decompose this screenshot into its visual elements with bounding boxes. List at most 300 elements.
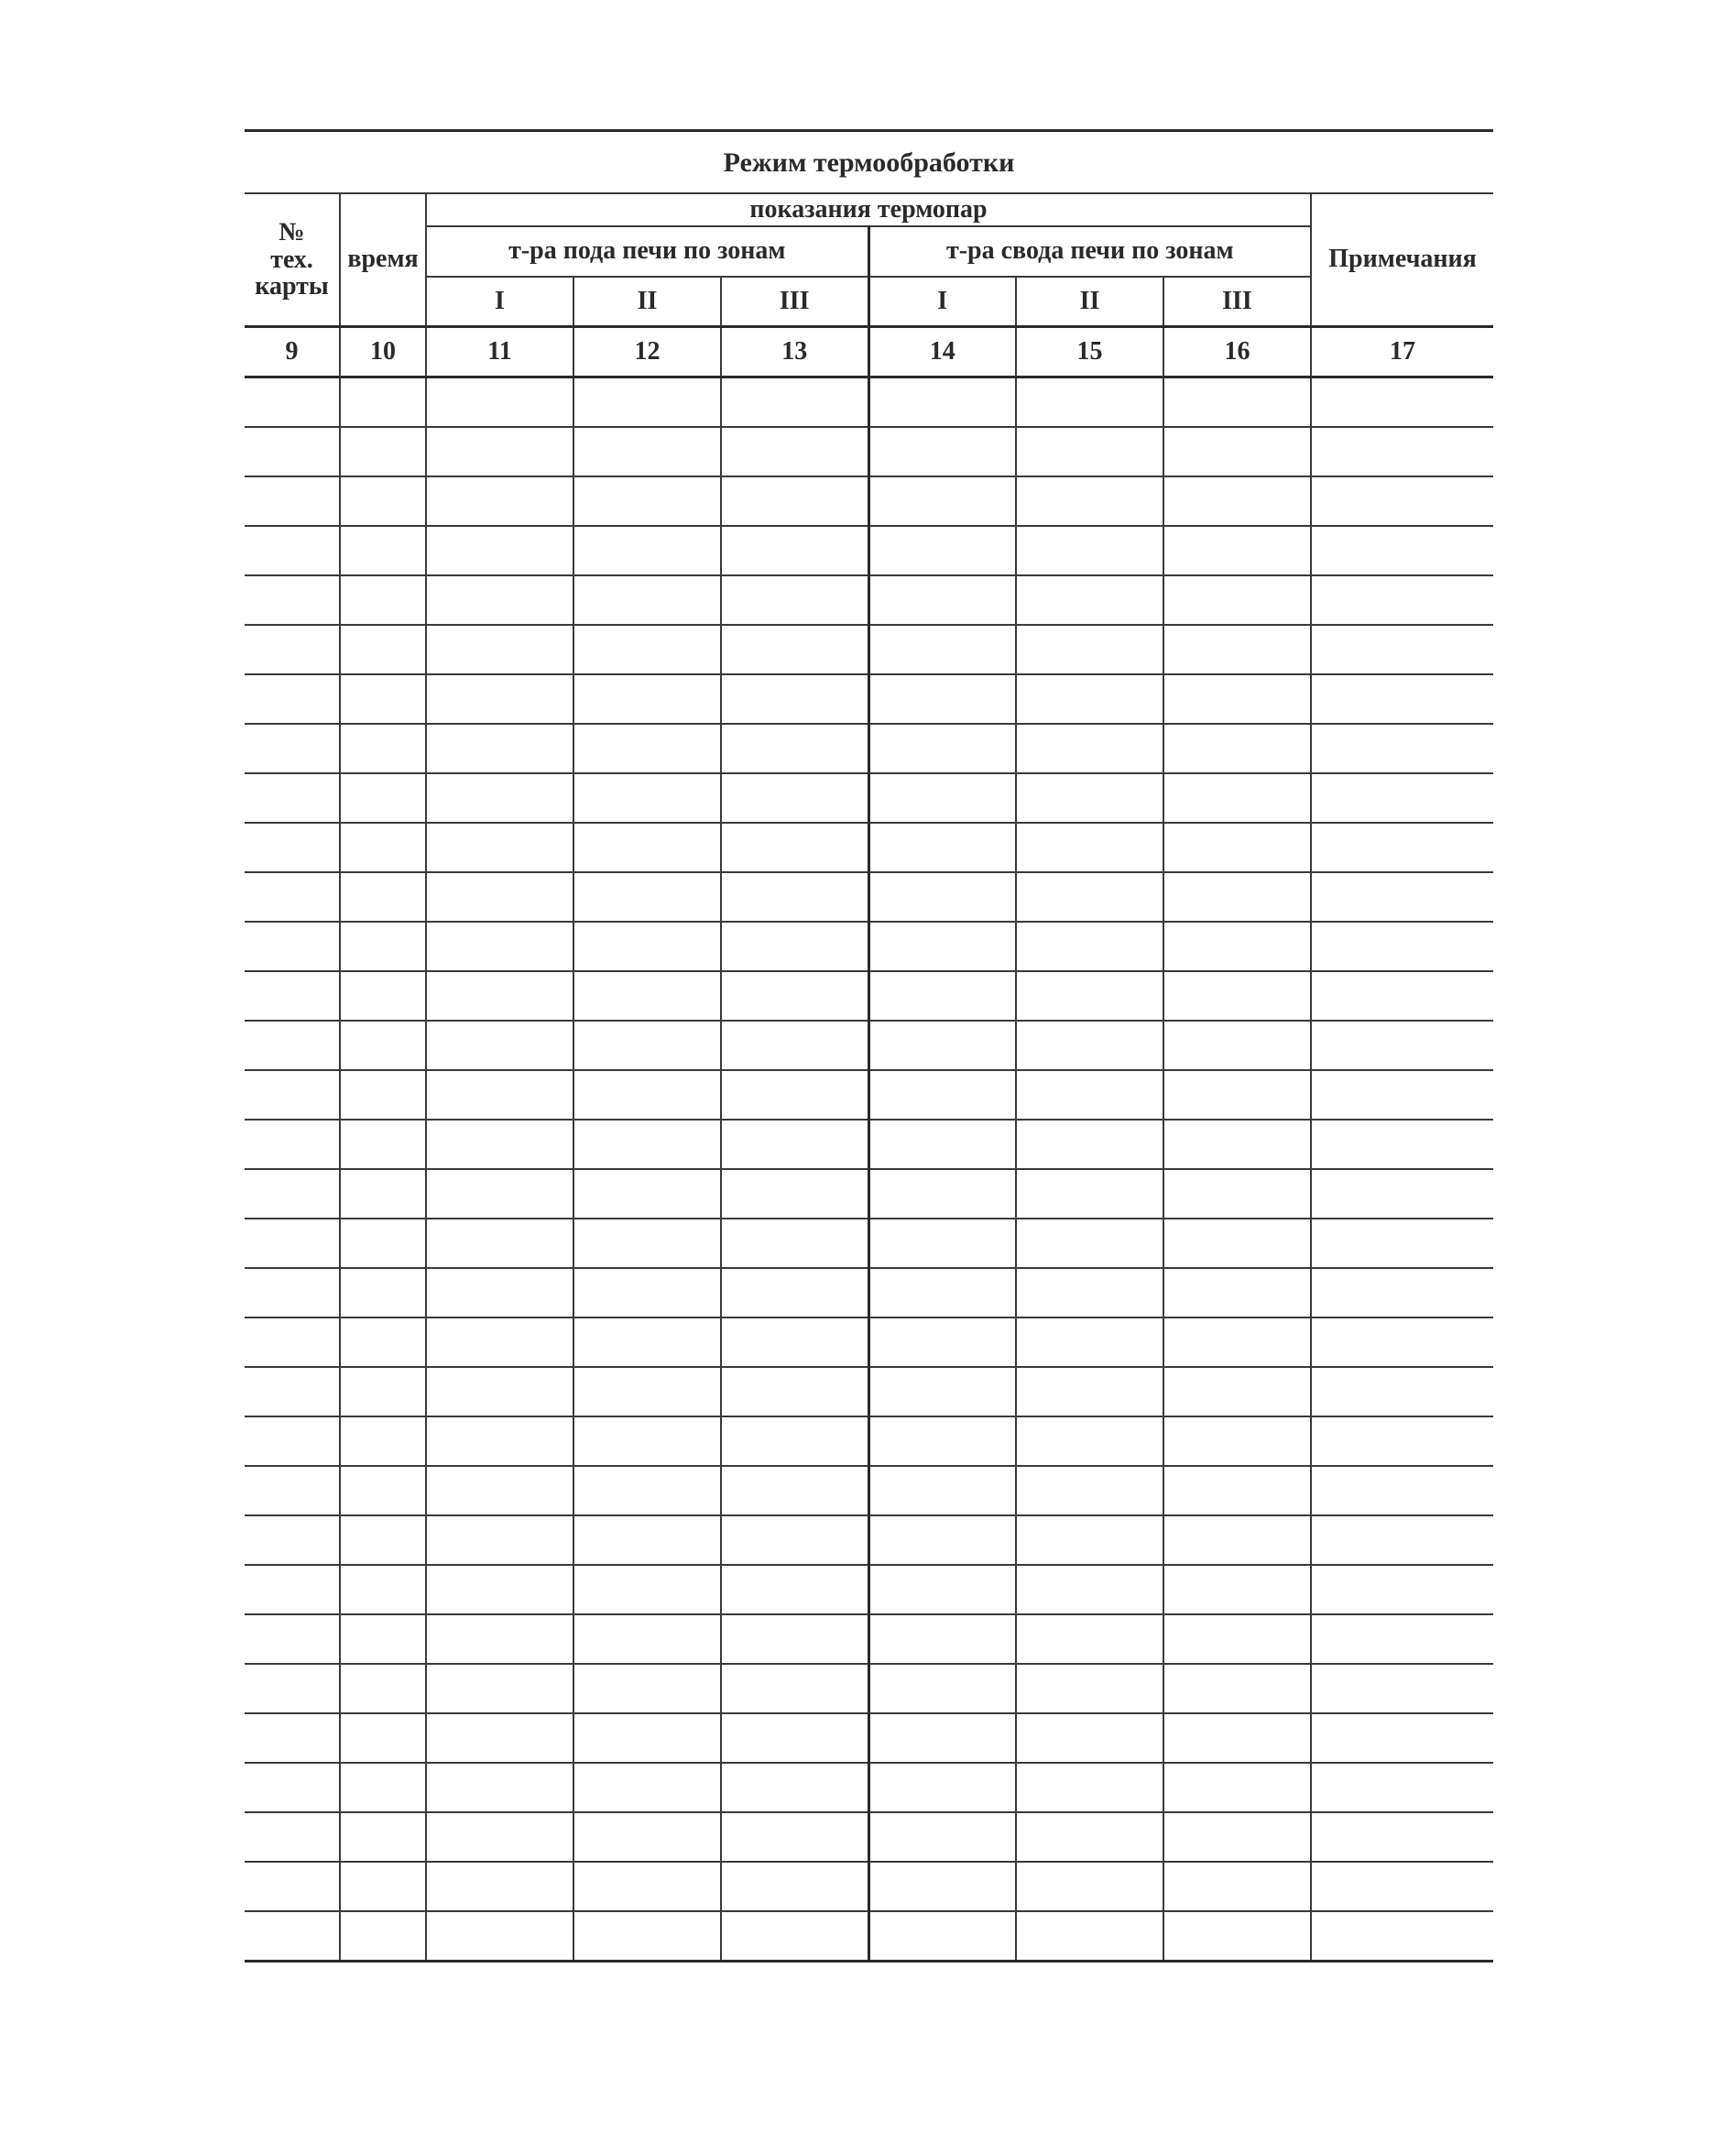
table-cell[interactable]: [721, 773, 868, 823]
table-cell[interactable]: [868, 1367, 1016, 1416]
table-cell[interactable]: [721, 526, 868, 575]
table-cell[interactable]: [868, 1614, 1016, 1664]
table-cell[interactable]: [426, 1416, 573, 1466]
table-cell[interactable]: [245, 1763, 340, 1812]
table-cell[interactable]: [868, 575, 1016, 625]
table-cell[interactable]: [721, 476, 868, 526]
table-row: [245, 1763, 1493, 1812]
table-cell[interactable]: [721, 1318, 868, 1367]
table-cell[interactable]: [1163, 1021, 1311, 1070]
table-cell[interactable]: [868, 377, 1016, 428]
table-cell[interactable]: [868, 1812, 1016, 1862]
table-cell[interactable]: [1016, 1812, 1163, 1862]
table-cell[interactable]: [573, 526, 721, 575]
table-cell[interactable]: [573, 1120, 721, 1169]
table-cell[interactable]: [340, 1318, 426, 1367]
table-cell[interactable]: [721, 1812, 868, 1862]
table-cell[interactable]: [1016, 1466, 1163, 1515]
table-cell[interactable]: [340, 625, 426, 674]
table-cell[interactable]: [573, 1515, 721, 1565]
table-cell[interactable]: [868, 1763, 1016, 1812]
table-cell[interactable]: [426, 674, 573, 724]
table-cell[interactable]: [245, 773, 340, 823]
table-cell[interactable]: [868, 922, 1016, 971]
table-cell[interactable]: [245, 724, 340, 773]
table-cell[interactable]: [245, 1416, 340, 1466]
table-cell[interactable]: [340, 427, 426, 476]
table-cell[interactable]: [245, 922, 340, 971]
table-cell[interactable]: [573, 476, 721, 526]
table-cell[interactable]: [426, 971, 573, 1021]
table-cell[interactable]: [573, 575, 721, 625]
table-cell[interactable]: [573, 1318, 721, 1367]
table-cell[interactable]: [1163, 1219, 1311, 1268]
table-cell[interactable]: [1311, 1268, 1493, 1318]
table-cell[interactable]: [868, 1862, 1016, 1911]
table-cell[interactable]: [1016, 1219, 1163, 1268]
table-cell[interactable]: [340, 1268, 426, 1318]
table-cell[interactable]: [1016, 1763, 1163, 1812]
table-cell[interactable]: [573, 1812, 721, 1862]
table-cell[interactable]: [1163, 773, 1311, 823]
table-row: [245, 872, 1493, 922]
table-cell[interactable]: [1311, 1614, 1493, 1664]
table-cell[interactable]: [340, 1466, 426, 1515]
table-cell[interactable]: [1311, 476, 1493, 526]
table-cell[interactable]: [868, 872, 1016, 922]
table-cell[interactable]: [868, 427, 1016, 476]
table-cell[interactable]: [868, 1021, 1016, 1070]
table-cell[interactable]: [573, 1466, 721, 1515]
table-cell[interactable]: [340, 872, 426, 922]
table-cell[interactable]: [245, 575, 340, 625]
table-cell[interactable]: [721, 1169, 868, 1219]
table-cell[interactable]: [1163, 1466, 1311, 1515]
table-cell[interactable]: [426, 773, 573, 823]
table-cell[interactable]: [245, 476, 340, 526]
table-cell[interactable]: [721, 1367, 868, 1416]
table-cell[interactable]: [868, 1466, 1016, 1515]
table-cell[interactable]: [573, 1565, 721, 1614]
table-cell[interactable]: [573, 1664, 721, 1713]
table-cell[interactable]: [1016, 674, 1163, 724]
table-cell[interactable]: [1016, 625, 1163, 674]
table-cell[interactable]: [1311, 1664, 1493, 1713]
table-cell[interactable]: [573, 1021, 721, 1070]
table-cell[interactable]: [721, 1515, 868, 1565]
table-cell[interactable]: [868, 1219, 1016, 1268]
table-cell[interactable]: [721, 1565, 868, 1614]
table-cell[interactable]: [340, 1911, 426, 1962]
table-cell[interactable]: [1163, 476, 1311, 526]
table-cell[interactable]: [1311, 1911, 1493, 1962]
table-cell[interactable]: [1163, 1416, 1311, 1466]
table-cell[interactable]: [1311, 427, 1493, 476]
table-cell[interactable]: [245, 823, 340, 872]
table-cell[interactable]: [245, 1812, 340, 1862]
table-cell[interactable]: [1016, 1070, 1163, 1120]
table-cell[interactable]: [1016, 724, 1163, 773]
table-cell[interactable]: [1016, 1664, 1163, 1713]
table-row: [245, 1466, 1493, 1515]
table-cell[interactable]: [868, 1911, 1016, 1962]
table-cell[interactable]: [1163, 674, 1311, 724]
table-cell[interactable]: [1311, 575, 1493, 625]
table-cell[interactable]: [245, 1713, 340, 1763]
table-cell[interactable]: [1311, 377, 1493, 428]
table-row: [245, 1812, 1493, 1862]
table-cell[interactable]: [340, 823, 426, 872]
table-cell[interactable]: [426, 724, 573, 773]
table-row: [245, 674, 1493, 724]
table-cell[interactable]: [1016, 377, 1163, 428]
table-cell[interactable]: [721, 1862, 868, 1911]
table-cell[interactable]: [245, 1614, 340, 1664]
table-cell[interactable]: [573, 427, 721, 476]
table-cell[interactable]: [1016, 1268, 1163, 1318]
table-cell[interactable]: [1311, 625, 1493, 674]
table-cell[interactable]: [868, 1416, 1016, 1466]
table-cell[interactable]: [1163, 724, 1311, 773]
table-cell[interactable]: [245, 1120, 340, 1169]
table-cell[interactable]: [573, 1268, 721, 1318]
table-cell[interactable]: [1311, 1169, 1493, 1219]
table-cell[interactable]: [1016, 1120, 1163, 1169]
table-cell[interactable]: [721, 575, 868, 625]
table-cell[interactable]: [340, 971, 426, 1021]
table-cell[interactable]: [426, 1367, 573, 1416]
table-row: [245, 823, 1493, 872]
table-cell[interactable]: [868, 1120, 1016, 1169]
table-cell[interactable]: [245, 1862, 340, 1911]
table-cell[interactable]: [573, 1911, 721, 1962]
table-cell[interactable]: [573, 1219, 721, 1268]
table-cell[interactable]: [1311, 674, 1493, 724]
table-cell[interactable]: [1163, 1565, 1311, 1614]
table-cell[interactable]: [1016, 1318, 1163, 1367]
table-cell[interactable]: [1311, 1812, 1493, 1862]
table-cell[interactable]: [340, 1713, 426, 1763]
table-cell[interactable]: [573, 922, 721, 971]
table-cell[interactable]: [1016, 1713, 1163, 1763]
table-cell[interactable]: [1311, 1120, 1493, 1169]
table-cell[interactable]: [245, 1565, 340, 1614]
table-cell[interactable]: [426, 1318, 573, 1367]
table-cell[interactable]: [1163, 1713, 1311, 1763]
table-cell[interactable]: [573, 377, 721, 428]
table-cell[interactable]: [573, 1367, 721, 1416]
table-cell[interactable]: [1163, 1169, 1311, 1219]
table-cell[interactable]: [245, 1515, 340, 1565]
table-cell[interactable]: [426, 476, 573, 526]
table-cell[interactable]: [1163, 625, 1311, 674]
table-cell[interactable]: [1311, 1070, 1493, 1120]
table-cell[interactable]: [1163, 1614, 1311, 1664]
table-cell[interactable]: [426, 575, 573, 625]
table-cell[interactable]: [1311, 1515, 1493, 1565]
table-cell[interactable]: [1311, 1466, 1493, 1515]
table-cell[interactable]: [1163, 1268, 1311, 1318]
table-cell[interactable]: [573, 724, 721, 773]
table-cell[interactable]: [1016, 1862, 1163, 1911]
table-cell[interactable]: [245, 1021, 340, 1070]
table-cell[interactable]: [1016, 823, 1163, 872]
table-cell[interactable]: [573, 971, 721, 1021]
table-cell[interactable]: [340, 526, 426, 575]
table-cell[interactable]: [340, 724, 426, 773]
table-row: [245, 1614, 1493, 1664]
table-cell[interactable]: [573, 1614, 721, 1664]
table-cell[interactable]: [426, 1466, 573, 1515]
table-cell[interactable]: [340, 1367, 426, 1416]
table-cell[interactable]: [1311, 1416, 1493, 1466]
table-cell[interactable]: [245, 625, 340, 674]
table-cell[interactable]: [868, 526, 1016, 575]
table-cell[interactable]: [573, 1862, 721, 1911]
table-cell[interactable]: [868, 971, 1016, 1021]
table-cell[interactable]: [340, 1416, 426, 1466]
table-cell[interactable]: [1163, 1763, 1311, 1812]
table-cell[interactable]: [245, 1664, 340, 1713]
table-cell[interactable]: [868, 1169, 1016, 1219]
table-cell[interactable]: [1311, 1219, 1493, 1268]
table-cell[interactable]: [1016, 1367, 1163, 1416]
table-cell[interactable]: [1016, 1416, 1163, 1466]
table-cell[interactable]: [340, 1169, 426, 1219]
table-cell[interactable]: [245, 674, 340, 724]
table-cell[interactable]: [340, 1021, 426, 1070]
table-cell[interactable]: [573, 1070, 721, 1120]
table-cell[interactable]: [426, 1812, 573, 1862]
table-cell[interactable]: [1311, 526, 1493, 575]
table-cell[interactable]: [426, 1862, 573, 1911]
table-cell[interactable]: [721, 1021, 868, 1070]
table-cell[interactable]: [1016, 773, 1163, 823]
table-cell[interactable]: [721, 1268, 868, 1318]
table-cell[interactable]: [1163, 922, 1311, 971]
table-cell[interactable]: [573, 872, 721, 922]
table-cell[interactable]: [245, 526, 340, 575]
table-cell[interactable]: [573, 625, 721, 674]
table-cell[interactable]: [1016, 971, 1163, 1021]
table-cell[interactable]: [1016, 1515, 1163, 1565]
table-cell[interactable]: [245, 377, 340, 428]
table-cell[interactable]: [426, 1565, 573, 1614]
table-cell[interactable]: [721, 1911, 868, 1962]
table-cell[interactable]: [245, 427, 340, 476]
table-cell[interactable]: [868, 674, 1016, 724]
table-cell[interactable]: [721, 922, 868, 971]
table-cell[interactable]: [1163, 377, 1311, 428]
table-cell[interactable]: [426, 377, 573, 428]
table-cell[interactable]: [245, 971, 340, 1021]
table-cell[interactable]: [426, 872, 573, 922]
table-cell[interactable]: [1016, 1565, 1163, 1614]
table-cell[interactable]: [1311, 922, 1493, 971]
table-cell[interactable]: [868, 1070, 1016, 1120]
table-cell[interactable]: [245, 1070, 340, 1120]
table-cell[interactable]: [340, 476, 426, 526]
table-cell[interactable]: [426, 1664, 573, 1713]
table-cell[interactable]: [426, 1713, 573, 1763]
table-cell[interactable]: [426, 1763, 573, 1812]
table-cell[interactable]: [573, 823, 721, 872]
table-cell[interactable]: [721, 1219, 868, 1268]
table-cell[interactable]: [1163, 872, 1311, 922]
table-cell[interactable]: [426, 625, 573, 674]
table-cell[interactable]: [1163, 1664, 1311, 1713]
table-cell[interactable]: [1016, 476, 1163, 526]
table-cell[interactable]: [426, 922, 573, 971]
table-cell[interactable]: [868, 1268, 1016, 1318]
table-cell[interactable]: [340, 1565, 426, 1614]
table-cell[interactable]: [721, 1120, 868, 1169]
table-cell[interactable]: [245, 1318, 340, 1367]
table-cell[interactable]: [245, 1911, 340, 1962]
column-number: 14: [868, 327, 1016, 377]
table-cell[interactable]: [340, 1812, 426, 1862]
table-cell[interactable]: [1163, 575, 1311, 625]
table-cell[interactable]: [721, 1416, 868, 1466]
table-cell[interactable]: [1311, 872, 1493, 922]
table-cell[interactable]: [1311, 1021, 1493, 1070]
table-cell[interactable]: [1311, 823, 1493, 872]
table-cell[interactable]: [721, 872, 868, 922]
table-cell[interactable]: [1163, 971, 1311, 1021]
table-cell[interactable]: [340, 1664, 426, 1713]
table-cell[interactable]: [721, 724, 868, 773]
table-cell[interactable]: [573, 674, 721, 724]
header-floor-zone-2: II: [573, 277, 721, 327]
table-cell[interactable]: [573, 773, 721, 823]
table-cell[interactable]: [426, 1070, 573, 1120]
table-cell[interactable]: [245, 872, 340, 922]
table-cell[interactable]: [426, 1021, 573, 1070]
table-cell[interactable]: [573, 1416, 721, 1466]
table-cell[interactable]: [1311, 1713, 1493, 1763]
table-cell[interactable]: [340, 377, 426, 428]
table-cell[interactable]: [1163, 1070, 1311, 1120]
table-cell[interactable]: [340, 1763, 426, 1812]
table-cell[interactable]: [340, 1862, 426, 1911]
table-cell[interactable]: [245, 1268, 340, 1318]
table-cell[interactable]: [868, 1565, 1016, 1614]
table-cell[interactable]: [573, 1763, 721, 1812]
table-cell[interactable]: [1163, 1318, 1311, 1367]
table-cell[interactable]: [1016, 1614, 1163, 1664]
table-cell[interactable]: [868, 823, 1016, 872]
table-cell[interactable]: [573, 1713, 721, 1763]
table-cell[interactable]: [340, 773, 426, 823]
table-cell[interactable]: [1016, 1169, 1163, 1219]
table-cell[interactable]: [1163, 427, 1311, 476]
table-cell[interactable]: [1163, 1515, 1311, 1565]
table-cell[interactable]: [245, 1169, 340, 1219]
table-cell[interactable]: [245, 1466, 340, 1515]
table-cell[interactable]: [1163, 1911, 1311, 1962]
table-cell[interactable]: [721, 1614, 868, 1664]
table-cell[interactable]: [868, 625, 1016, 674]
table-cell[interactable]: [721, 823, 868, 872]
table-cell[interactable]: [1311, 1862, 1493, 1911]
table-cell[interactable]: [426, 1169, 573, 1219]
header-roof-temperature: т-ра свода печи по зонам: [868, 226, 1311, 277]
table-cell[interactable]: [868, 1318, 1016, 1367]
table-cell[interactable]: [340, 922, 426, 971]
table-cell[interactable]: [1016, 1021, 1163, 1070]
table-cell[interactable]: [426, 1911, 573, 1962]
table-cell[interactable]: [721, 674, 868, 724]
table-cell[interactable]: [1311, 773, 1493, 823]
table-cell[interactable]: [573, 1169, 721, 1219]
table-cell[interactable]: [721, 1070, 868, 1120]
table-cell[interactable]: [340, 575, 426, 625]
table-cell[interactable]: [1163, 1812, 1311, 1862]
table-cell[interactable]: [1163, 1862, 1311, 1911]
table-cell[interactable]: [1016, 575, 1163, 625]
table-cell[interactable]: [340, 1614, 426, 1664]
table-cell[interactable]: [1311, 724, 1493, 773]
table-cell[interactable]: [340, 1120, 426, 1169]
table-cell[interactable]: [340, 1515, 426, 1565]
table-cell[interactable]: [1016, 427, 1163, 476]
table-cell[interactable]: [1311, 1318, 1493, 1367]
table-cell[interactable]: [1311, 971, 1493, 1021]
table-cell[interactable]: [868, 1515, 1016, 1565]
table-cell[interactable]: [426, 1515, 573, 1565]
table-cell[interactable]: [426, 1614, 573, 1664]
table-cell[interactable]: [1163, 1367, 1311, 1416]
table-cell[interactable]: [868, 476, 1016, 526]
table-cell[interactable]: [426, 823, 573, 872]
table-cell[interactable]: [1016, 526, 1163, 575]
table-cell[interactable]: [721, 1763, 868, 1812]
table-cell[interactable]: [426, 526, 573, 575]
table-cell[interactable]: [868, 1713, 1016, 1763]
table-cell[interactable]: [1163, 823, 1311, 872]
table-cell[interactable]: [721, 427, 868, 476]
table-cell[interactable]: [868, 724, 1016, 773]
column-number: 16: [1163, 327, 1311, 377]
table-cell[interactable]: [340, 1070, 426, 1120]
table-cell[interactable]: [721, 971, 868, 1021]
table-cell[interactable]: [426, 1219, 573, 1268]
table-cell[interactable]: [721, 377, 868, 428]
table-cell[interactable]: [1311, 1565, 1493, 1614]
table-cell[interactable]: [721, 625, 868, 674]
header-roof-zone-3: III: [1163, 277, 1311, 327]
table-cell[interactable]: [868, 1664, 1016, 1713]
table-cell[interactable]: [1311, 1763, 1493, 1812]
table-cell[interactable]: [1016, 872, 1163, 922]
table-cell[interactable]: [340, 1219, 426, 1268]
table-cell[interactable]: [340, 674, 426, 724]
table-cell[interactable]: [426, 1120, 573, 1169]
table-cell[interactable]: [245, 1219, 340, 1268]
table-cell[interactable]: [1163, 1120, 1311, 1169]
table-cell[interactable]: [1163, 526, 1311, 575]
table-cell[interactable]: [721, 1664, 868, 1713]
table-cell[interactable]: [245, 1367, 340, 1416]
table-cell[interactable]: [1016, 1911, 1163, 1962]
table-cell[interactable]: [868, 773, 1016, 823]
table-cell[interactable]: [721, 1466, 868, 1515]
table-cell[interactable]: [721, 1713, 868, 1763]
table-cell[interactable]: [1016, 922, 1163, 971]
table-cell[interactable]: [426, 1268, 573, 1318]
table-cell[interactable]: [426, 427, 573, 476]
table-cell[interactable]: [1311, 1367, 1493, 1416]
